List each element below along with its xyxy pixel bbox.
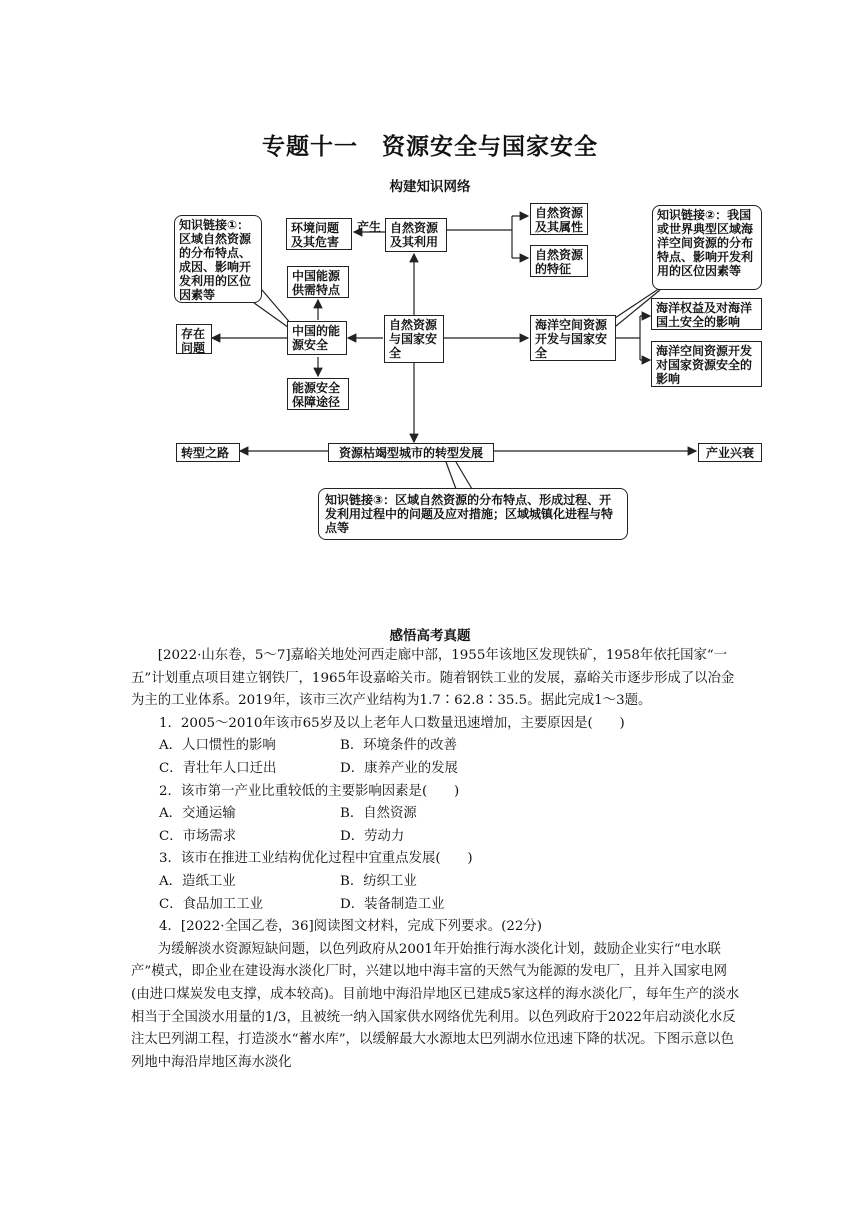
option: D．装备制造工业	[340, 896, 445, 912]
node-ocean-development-security: 海洋空间资源开发对国家资源安全的影响	[651, 341, 762, 387]
node-transformation-road: 转型之路	[176, 443, 240, 462]
label-produce: 产生	[357, 220, 382, 234]
question-4-passage: 为缓解淡水资源短缺问题，以色列政府从2001年开始推行海水淡化计划，鼓励企业实行“电水联产”模式，即企业在建设海水淡化厂时，兴建以地中海丰富的天然气为能源的发电厂，且并入国家电网(由进口煤炭发电支撑，成本较高)。目前地中海沿岸地区已建成5家这样的海水淡化厂，每年生产的淡水相当于全国淡水用量的1/3，且被统一纳入国家供水网络优先利用。以色列政府于2022年启动淡化水反注太巴列湖工程，打造淡水“蓄水库”，以缓解最大水源地太巴列湖水位迅速下降的状况。下图示意以色列地中海沿岸地区海水淡化	[131, 941, 740, 1070]
option: A．人口惯性的影响	[159, 738, 276, 754]
page-title: 专题十一 资源安全与国家安全	[262, 134, 598, 160]
question-content	[131, 645, 741, 1074]
node-center-resources-national-security: 自然资源与国家安全	[384, 315, 444, 363]
node-ocean-space-resources: 海洋空间资源开发与国家安全	[530, 315, 616, 361]
option-row	[131, 758, 741, 781]
section-heading-exam-questions: 感悟高考真题	[389, 628, 471, 644]
option-row	[131, 826, 741, 849]
node-resource-features: 自然资源的特征	[530, 245, 588, 277]
question-stem: 3．该市在推进工业结构优化过程中宜重点发展( )	[159, 851, 473, 867]
node-energy-security-paths: 能源安全保障途径	[287, 378, 349, 410]
option: A．交通运输	[159, 806, 236, 822]
section-heading-knowledge-network: 构建知识网络	[389, 179, 471, 195]
node-natural-resource-use: 自然资源及其利用	[385, 218, 447, 252]
option: D．劳动力	[340, 828, 405, 844]
node-depleted-city: 资源枯竭型城市的转型发展	[328, 443, 494, 462]
knowledge-link-2: 知识链接②：我国或世界典型区域海洋空间资源的分布特点、影响开发利用的区位因素等	[652, 205, 762, 290]
question-stem: 1．2005～2010年该市65岁及以上老年人口数量迅速增加，主要原因是( )	[159, 715, 625, 731]
node-ocean-rights: 海洋权益及对海洋国土安全的影响	[651, 298, 762, 330]
option: B．自然资源	[340, 806, 417, 822]
option: B．环境条件的改善	[340, 738, 457, 754]
node-energy-supply-demand: 中国能源供需特点	[287, 266, 349, 298]
option-row	[131, 871, 741, 894]
option-row	[131, 735, 741, 758]
node-resource-attributes: 自然资源及其属性	[530, 203, 588, 235]
knowledge-link-1: 知识链接①：区域自然资源的分布特点、成因、影响开发利用的区位因素等	[174, 215, 262, 303]
intro-passage: [2022·山东卷，5～7]嘉峪关地处河西走廊中部，1955年该地区发现铁矿，1958年依托国家“一五”计划重点项目建立钢铁厂，1965年设嘉峪关市。随着钢铁工业的发展，嘉峪关市逐步形成了以冶金为主的工业体系。2019年，该市三次产业结构为1.7∶62.8∶35.5。据此完成1～3题。	[131, 648, 735, 709]
option: D．康养产业的发展	[340, 760, 458, 776]
node-energy-security: 中国的能源安全	[287, 321, 347, 355]
node-industry-rise-fall: 产业兴衰	[698, 443, 762, 462]
question-stem: 2．该市第一产业比重较低的主要影响因素是( )	[159, 783, 460, 799]
option: C．市场需求	[159, 828, 237, 844]
option: C．食品加工工业	[159, 896, 263, 912]
node-environment-problems: 环境问题及其危害	[286, 218, 352, 250]
option: A．造纸工业	[159, 873, 236, 889]
node-existing-problems: 存在问题	[176, 324, 212, 354]
option: C．青壮年人口迁出	[159, 760, 277, 776]
option-row	[131, 803, 741, 826]
option: B．纺织工业	[340, 873, 417, 889]
knowledge-link-3: 知识链接③：区域自然资源的分布特点、形成过程、开发利用过程中的问题及应对措施；区域城镇化进程与特点等	[318, 488, 628, 540]
question-4-stem: 4．[2022·全国乙卷，36]阅读图文材料，完成下列要求。(22分)	[159, 919, 543, 935]
option-row	[131, 894, 741, 917]
